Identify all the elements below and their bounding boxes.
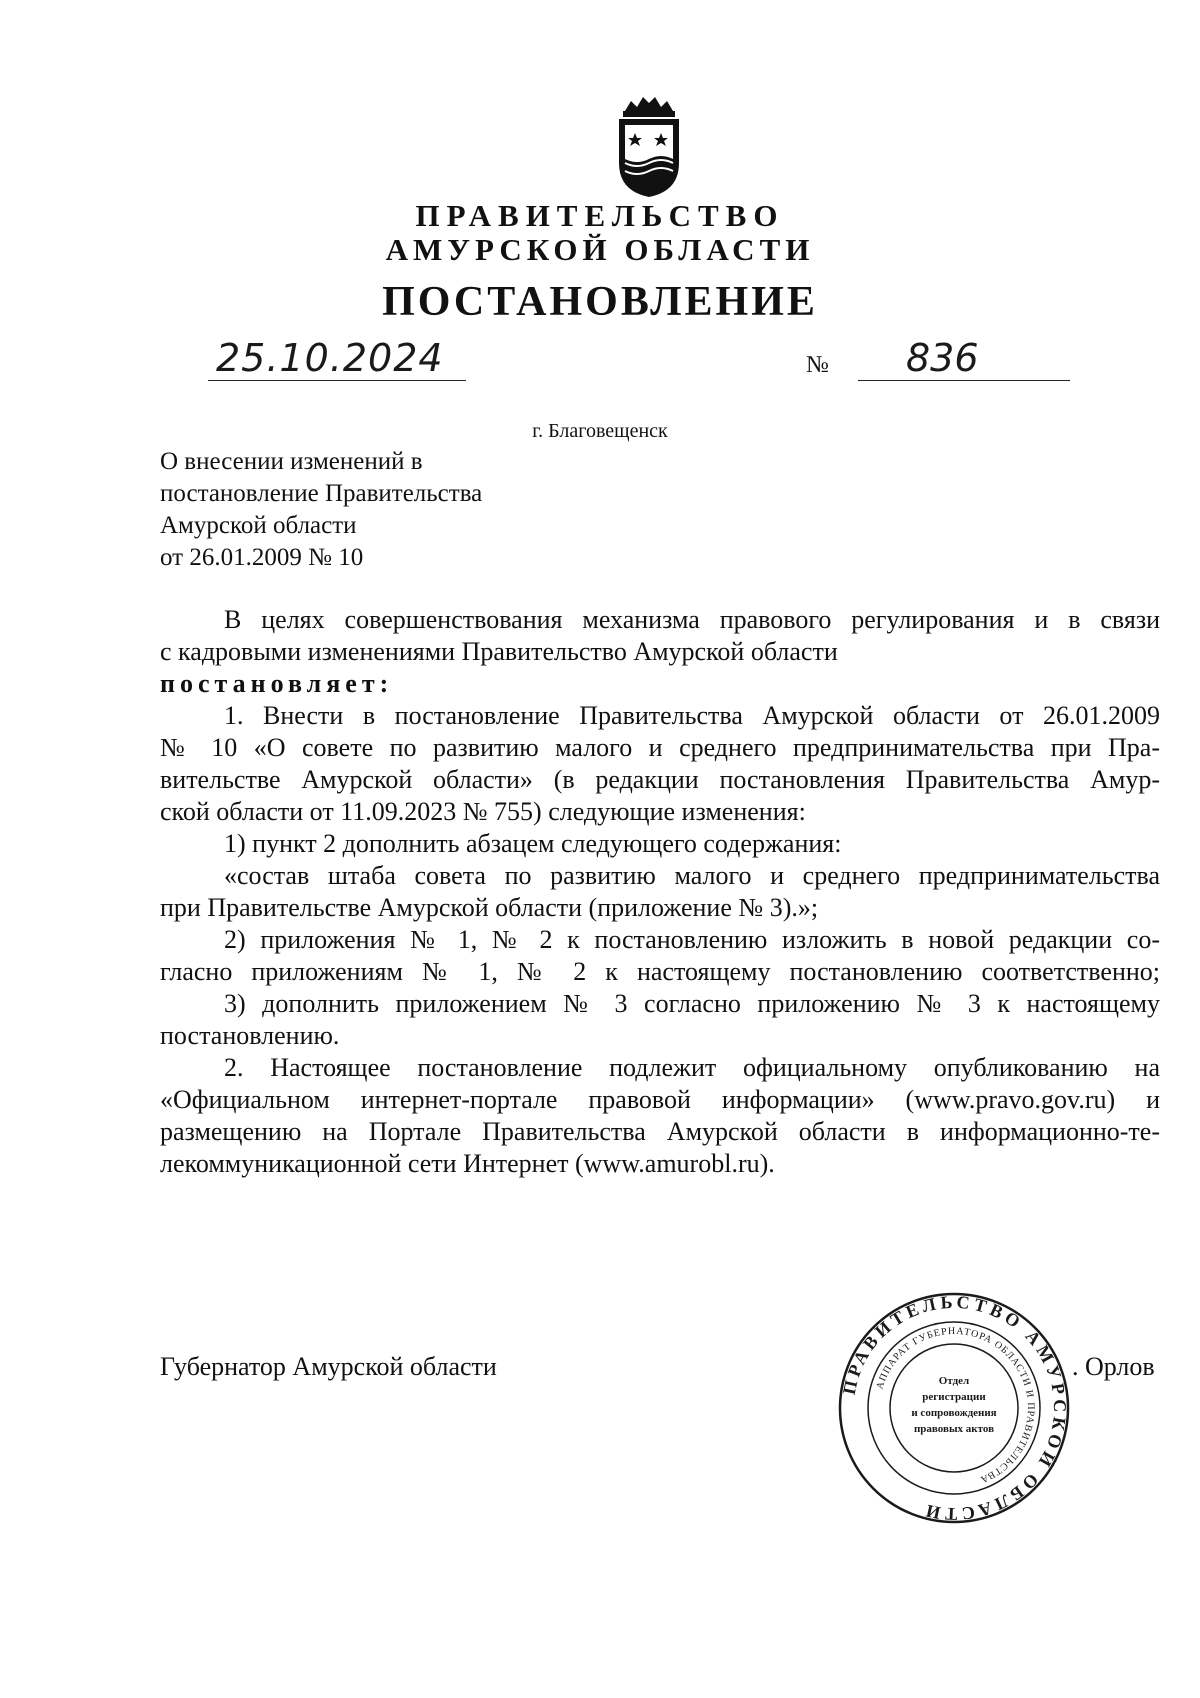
official-stamp: [836, 1290, 1072, 1526]
body-line: ской области от 11.09.2023 № 755) следующие изменения:: [160, 797, 806, 826]
city-name: г. Благовещенск: [532, 420, 668, 442]
subject-line: от 26.01.2009 № 10: [160, 544, 364, 571]
body-line: 2. Настоящее постановление подлежит официальному опубликованию на: [224, 1053, 1160, 1082]
document-type-title: ПОСТАНОВЛЕНИЕ: [382, 279, 818, 325]
body-line: 1) пункт 2 дополнить абзацем следующего содержания:: [224, 829, 842, 858]
subject-line: О внесении изменений в: [160, 448, 423, 475]
number-sign: №: [806, 352, 829, 378]
body-line: постановлению.: [160, 1021, 340, 1050]
signatory-title: Губернатор Амурской области: [160, 1352, 497, 1381]
body-line: 1. Внести в постановление Правительства Амурской области от 26.01.2009: [224, 701, 1160, 730]
body-line: 3) дополнить приложением № 3 согласно приложению № 3 к настоящему: [224, 989, 1160, 1018]
coat-of-arms-icon: [611, 93, 687, 199]
body-line: «состав штаба совета по развитию малого и среднего предпринимательства: [224, 861, 1160, 890]
stamp-center-line: правовых актов: [913, 1423, 995, 1435]
body-line: «Официальном интернет-портале правовой информации» (www.pravo.gov.ru) и: [160, 1085, 1160, 1114]
body-line: В целях совершенствования механизма правового регулирования и в связи: [224, 605, 1160, 634]
body-line: гласно приложениям № 1, № 2 к настоящему постановлению соответственно;: [160, 957, 1160, 986]
stamp-outer-text: ПРАВИТЕЛЬСТВО АМУРСКОЙ ОБЛАСТИ: [838, 1291, 1071, 1525]
subject-line: постановление Правительства: [160, 480, 483, 507]
body-line: размещению на Портале Правительства Амурской области в информационно-те-: [160, 1117, 1160, 1146]
number-underline: [858, 380, 1070, 381]
body-line: с кадровыми изменениями Правительство Амурской области: [160, 637, 838, 666]
body-line: вительстве Амурской области» (в редакции постановления Правительства Амур-: [160, 765, 1160, 794]
stamp-center-line: Отдел: [938, 1375, 970, 1387]
handwritten-number: 836: [906, 336, 979, 380]
body-line: 2) приложения № 1, № 2 к постановлению изложить в новой редакции со-: [224, 925, 1160, 954]
body-line: № 10 «О совете по развитию малого и среднего предпринимательства при Пра-: [160, 733, 1160, 762]
date-underline: [208, 380, 466, 381]
body-line: при Правительстве Амурской области (приложение № 3).»;: [160, 893, 819, 922]
svg-text:АППАРАТ ГУБЕРНАТОРА ОБЛАСТИ И: [875, 1326, 1037, 1485]
handwritten-date: 25.10.2024: [216, 336, 444, 380]
body-line: лекоммуникационной сети Интернет (www.amurobl.ru).: [160, 1149, 775, 1178]
subject-line: Амурской области: [160, 512, 357, 539]
stamp-center-line: регистрации: [922, 1391, 986, 1403]
stamp-middle-text: АППАРАТ ГУБЕРНАТОРА ОБЛАСТИ И ПРАВИТЕЛЬСТВА: [874, 1325, 1037, 1486]
signatory-name: . Орлов: [1072, 1352, 1155, 1381]
stamp-center-line: и сопровождения: [911, 1407, 997, 1419]
org-name-line1: ПРАВИТЕЛЬСТВО: [415, 198, 785, 233]
body-line-decree: постановляет:: [160, 669, 394, 698]
org-name-line2: АМУРСКОЙ ОБЛАСТИ: [385, 232, 815, 267]
